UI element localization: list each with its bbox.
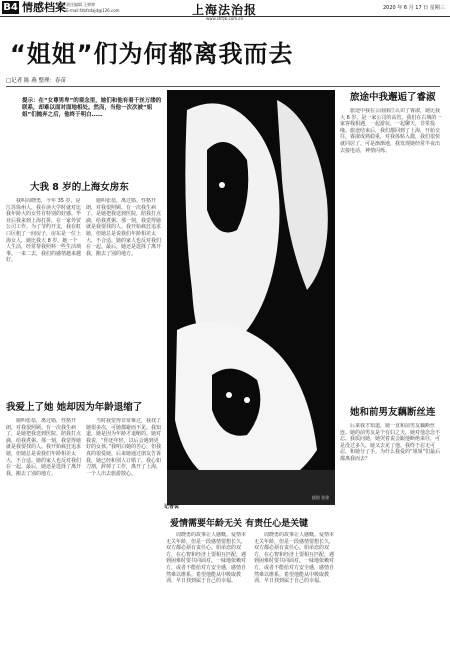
article-intro: 提示：在“女尊男卑”的观念里，她们和他有着千丝万缕的联系，却难以面对面地相处。然而，当他一次次被“姐姐”们抛弃之后，他终于明白……	[22, 98, 162, 119]
body-text: 她叫张蓓，离过婚，性格开朗，对我很照顾。有一次我生病了，是她把我送到医院，陪我打点滴，给我煮粥。那一刻，我觉得她就是我要找的人。我开始疯狂追求她，但她总是说我们年龄相差太大，不合适。她的家人也反对我们在一起。最后，她还是选择了离开我，搬去了别的地方。	[86, 198, 162, 257]
site-url: www.shfzb.com.cn	[206, 16, 244, 21]
byline: □记者 陈 燕 整理：春苗	[6, 78, 66, 84]
body-text: 周晓勇的故事让人感慨。爱情本无关年龄，但是一段感情要想长久，双方都必须有责任心。姐弟恋的双方，在心智和经济上要相互匹配，遇到困难时要共同面对。一味地依赖对方，或者不能给对方安全感，感情自然难以维系。希望他能从中吸取教训，早日找到属于自己的幸福。	[166, 532, 247, 585]
body-text: 她叫张蓓，离过婚，性格开朗，对我很照顾。有一次我生病了，是她把我送到医院，陪我打点滴，给我煮粥。那一刻，我觉得她就是我要找的人。我开始疯狂追求她，但她总是说我们年龄相差太大，不合适。她的家人也反对我们在一起。最后，她还是选择了离开我，搬去了别的地方。	[6, 418, 81, 477]
subheading-landlady: 大我 8 岁的上海女房东	[30, 182, 129, 193]
headline: “姐姐”们为何都离我而去	[10, 40, 294, 68]
subheading-journey: 旅途中我邂逅了睿淑	[350, 92, 436, 103]
body-text: 我叫周晓勇，今年 35 岁，是江苏徐州人，我在读大学时就对比我年龄大的女性有特别的好感。毕业后我来到上海打拼，在一家外贸公司工作。为了节约开支，我在虹口区租了一间房子，房东是一位上海女人，她比我大 8 岁。她一个人生活，经常帮我照料一些生活琐事。一来二去，我们的感情越来越好。	[6, 198, 81, 264]
masthead: 上海法治报	[192, 3, 258, 17]
body-text: 旅途中我在云南丽江认识了睿淑，她比我大 6 岁，是一家公司的高管。我们在古城的一家客栈相遇，一起游玩，一起聊天，非常投缘。旅途结束后，我们都回到了上海，开始交往。睿淑成熟稳重，对我体贴入微，我们很快就同居了。可是渐渐地，我发现她经常半夜出去接电话，神情闪烁。	[340, 108, 442, 154]
page-number: B4	[3, 2, 18, 13]
subheading-age: 我爱上了她 她却因为年龄退缩了	[6, 402, 143, 413]
body-text: 周晓勇的故事让人感慨。爱情本无关年龄，但是一段感情要想长久，双方都必须有责任心。姐弟恋的双方，在心智和经济上要相互匹配，遇到困难时要共同面对。一味地依赖对方，或者不能给对方安全感，感情自然难以维系。希望他能从中吸取教训，早日找到属于自己的幸福。	[254, 532, 335, 585]
subheading-responsibility: 爱情需要年龄无关 有责任心是关键	[170, 519, 309, 529]
divider	[6, 86, 440, 87]
editor-note-label: 记者说	[164, 504, 180, 510]
body-text: 当时我觉得非常难过，我找了她很多次，可她都避而不见。我知道，她是因为年龄才退缩的。她对我说，“你还年轻，以后会遇到更好的女孩。”我明白她的苦心，但我真的很爱她。后来她通过朋友告诉我，她已经和别人订婚了。我心如刀割，辞掉了工作，离开了上海，一个人出去旅游散心。	[86, 418, 162, 477]
section-title: 情感档案	[22, 1, 66, 14]
subheading-ex: 她和前男友藕断丝连	[350, 407, 436, 418]
body-text: 后来我才知道，她一直和前男友藕断丝连。她的前男友是个有妇之夫，她对他念念不忘。我质问她，她哭着说会跟他断绝来往，可是没过多久，她又去见了他。我终于忍无可忍，和她分了手。为什么我爱的“姐姐”们最后都离我而去？	[340, 423, 441, 462]
illustration-caption: 插图 张建	[311, 495, 329, 500]
illustration-art	[167, 90, 335, 505]
illustration	[167, 90, 335, 505]
issue-date: 2020 年 6 月 17 日 星期三	[383, 5, 445, 11]
editor-line: 责任编辑 王婷婷	[66, 2, 96, 7]
email-line: E-mail:fzbfzdajd@126.com	[66, 8, 120, 13]
